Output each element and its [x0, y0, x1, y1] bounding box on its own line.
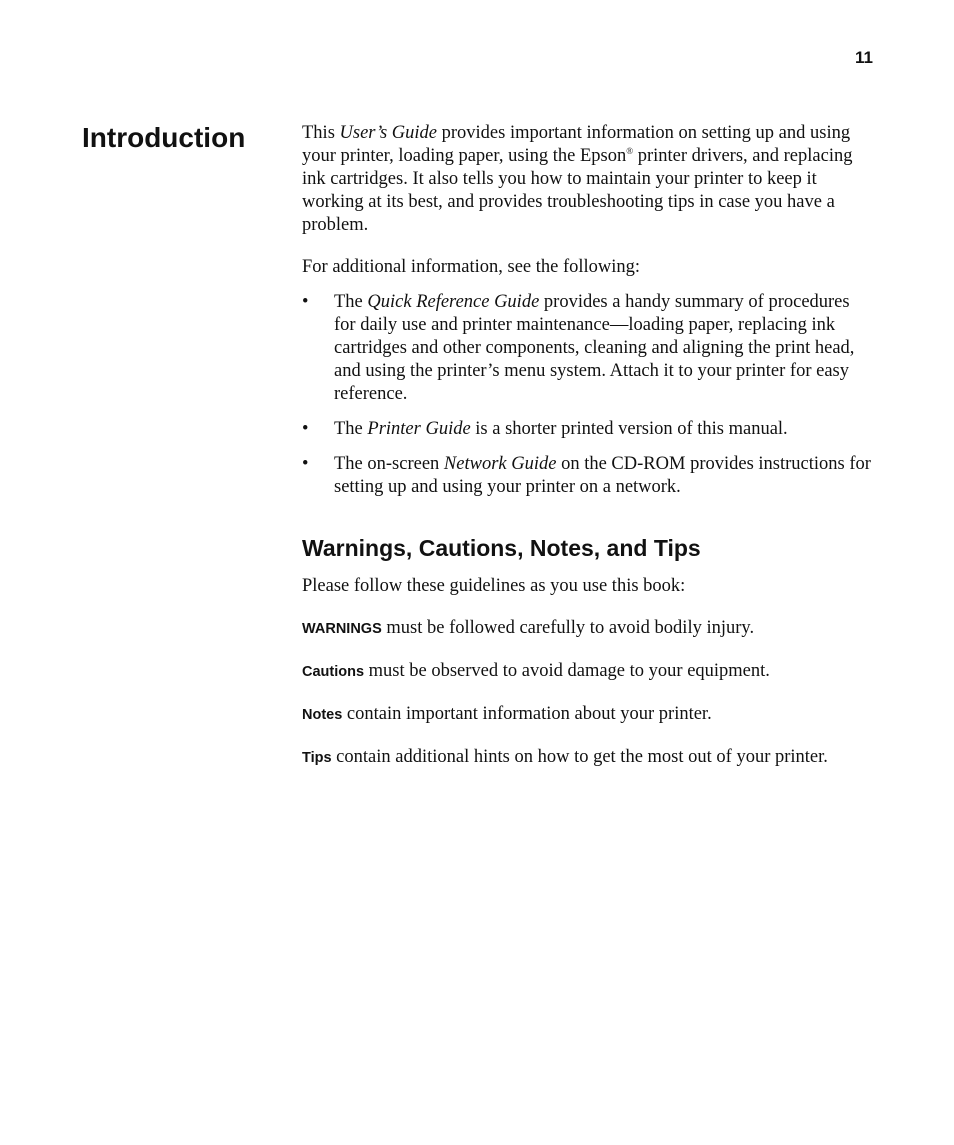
page-number: 11: [855, 48, 873, 67]
users-guide-title: User’s Guide: [339, 123, 437, 143]
list-item: [302, 291, 874, 406]
intro-text-a: This: [302, 123, 340, 143]
intro-text-c: printer drivers, and replacing ink cartridges. It also tells you how to maintain your printer to keep it working at its best, and provides troubleshooting tips in case you have a problem.: [302, 146, 853, 235]
guideline-label: Cautions: [302, 664, 365, 680]
list-item-guide-title: Quick Reference Guide: [367, 292, 540, 312]
list-item: [302, 453, 874, 499]
guideline-text: contain additional hints on how to get the most out of your printer.: [331, 747, 828, 767]
intro-text-b: provides important information on setting up and using your printer, loading paper, using the Epson: [302, 123, 851, 166]
guideline-text: contain important information about your printer.: [342, 704, 712, 724]
guideline-label: Notes: [302, 707, 343, 723]
list-item-guide-title: Network Guide: [443, 454, 557, 474]
bullet-icon: •: [302, 454, 309, 474]
chapter-title: Introduction: [82, 122, 246, 153]
list-item-text-before: The: [334, 292, 368, 312]
guideline-label: WARNINGS: [302, 621, 382, 637]
list-item-text-before: The on-screen: [334, 454, 444, 474]
bullet-icon: •: [302, 419, 309, 439]
list-item-text-before: The: [334, 419, 368, 439]
intro-paragraph: [302, 122, 874, 237]
additional-info-paragraph: For additional information, see the following:: [302, 257, 641, 277]
guide-list: [302, 291, 874, 499]
guideline-notes: [302, 703, 874, 727]
list-item-text-after: on the CD-ROM provides instructions for setting up and using your printer on a network.: [334, 454, 871, 497]
guideline-cautions: [302, 660, 874, 684]
list-item: [302, 418, 874, 441]
list-item-text-after: is a shorter printed version of this manual.: [470, 419, 788, 439]
guideline-label: Tips: [302, 750, 332, 766]
guideline-text: must be observed to avoid damage to your equipment.: [364, 661, 770, 681]
section-heading: Warnings, Cautions, Notes, and Tips: [302, 535, 701, 561]
guideline-text: must be followed carefully to avoid bodily injury.: [381, 618, 755, 638]
guidelines-intro: Please follow these guidelines as you use this book:: [302, 576, 686, 596]
guideline-tips: [302, 746, 874, 770]
guideline-warnings: [302, 617, 874, 641]
list-item-text-after: provides a handy summary of procedures for daily use and printer maintenance—loading paper, replacing ink cartridges and other components, cleaning and aligning the print head, and using the printer’s menu system. Attach it to your printer for easy reference.: [334, 292, 855, 404]
bullet-icon: •: [302, 292, 309, 312]
list-item-guide-title: Printer Guide: [367, 419, 471, 439]
main-content: [302, 122, 874, 789]
registered-mark: ®: [626, 146, 634, 156]
